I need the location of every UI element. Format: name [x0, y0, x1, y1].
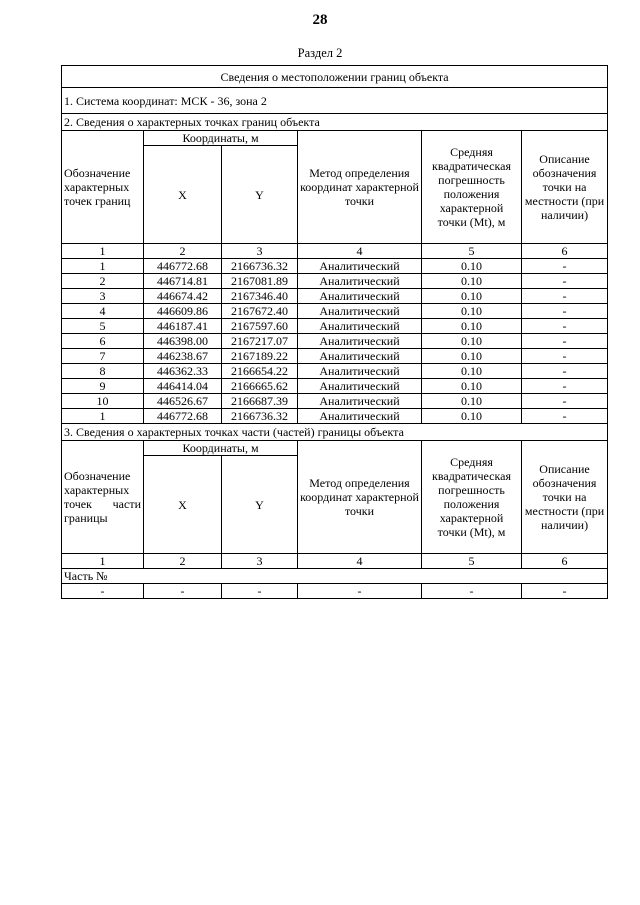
table-cell: 2166654.22 [222, 364, 298, 379]
table-cell: 10 [62, 394, 144, 409]
table-cell: 2166736.32 [222, 259, 298, 274]
table-cell: 446772.68 [144, 409, 222, 424]
table-cell: 0.10 [422, 409, 522, 424]
table-cell: 2167672.40 [222, 304, 298, 319]
section3-title: 3. Сведения о характерных точках части (частей) границы объекта [62, 424, 608, 441]
table-cell: 1 [62, 409, 144, 424]
table-cell: 0.10 [422, 394, 522, 409]
s2-header-y: Y [222, 146, 298, 244]
table-cell: 0.10 [422, 259, 522, 274]
table-cell: Аналитический [298, 304, 422, 319]
table-row [62, 274, 608, 289]
table-row [62, 379, 608, 394]
table-cell: 9 [62, 379, 144, 394]
boundary-table [61, 65, 608, 599]
table-cell: 0.10 [422, 319, 522, 334]
table-cell: 446398.00 [144, 334, 222, 349]
s2-header-description: Описание обозначения точки на местности (при наличии) [522, 131, 608, 244]
table-cell: 0.10 [422, 364, 522, 379]
s2-header-x: X [144, 146, 222, 244]
table-row [62, 349, 608, 364]
col-number: 1 [62, 244, 144, 259]
table-cell: Аналитический [298, 289, 422, 304]
table-cell: - [522, 409, 608, 424]
table-cell: - [144, 584, 222, 599]
table-cell: 446714.81 [144, 274, 222, 289]
coord-system: 1. Система координат: МСК - 36, зона 2 [62, 88, 608, 114]
s2-col-numbers [62, 244, 608, 259]
table-cell: 0.10 [422, 379, 522, 394]
table-cell: - [522, 584, 608, 599]
table-cell: 2167189.22 [222, 349, 298, 364]
table-cell: 446674.42 [144, 289, 222, 304]
col-number: 2 [144, 554, 222, 569]
s3-header-description: Описание обозначения точки на местности (при наличии) [522, 441, 608, 554]
table-row [62, 304, 608, 319]
col-number: 6 [522, 554, 608, 569]
col-number: 4 [298, 554, 422, 569]
s3-col-numbers [62, 554, 608, 569]
col-number: 4 [298, 244, 422, 259]
s3-header-x: X [144, 456, 222, 554]
table-row [62, 289, 608, 304]
col-number: 1 [62, 554, 144, 569]
table-cell: - [522, 319, 608, 334]
s2-rows [62, 259, 608, 424]
table-row [62, 584, 608, 599]
table-cell: Аналитический [298, 259, 422, 274]
table-cell: - [422, 584, 522, 599]
table-cell: 0.10 [422, 274, 522, 289]
table-cell: 0.10 [422, 349, 522, 364]
table-cell: - [522, 394, 608, 409]
s2-header-designation: Обозначение характерных точек границ [62, 131, 144, 244]
section-label: Раздел 2 [297, 46, 343, 60]
page-number: 28 [312, 12, 328, 28]
table-row [62, 394, 608, 409]
table-cell: 446187.41 [144, 319, 222, 334]
table-cell: - [62, 584, 144, 599]
table-cell: 2 [62, 274, 144, 289]
col-number: 5 [422, 244, 522, 259]
table-cell: 2167217.07 [222, 334, 298, 349]
table-cell: 2167597.60 [222, 319, 298, 334]
table-cell: Аналитический [298, 379, 422, 394]
table-cell: - [522, 304, 608, 319]
s3-header-y: Y [222, 456, 298, 554]
table-cell: Аналитический [298, 409, 422, 424]
col-number: 3 [222, 244, 298, 259]
col-number: 2 [144, 244, 222, 259]
table-cell: 0.10 [422, 289, 522, 304]
table-cell: 3 [62, 289, 144, 304]
table-cell: Аналитический [298, 349, 422, 364]
col-number: 6 [522, 244, 608, 259]
table-cell: 2166665.62 [222, 379, 298, 394]
table-row [62, 409, 608, 424]
table-cell: Аналитический [298, 274, 422, 289]
table-cell: - [298, 584, 422, 599]
table-cell: 2167346.40 [222, 289, 298, 304]
table-row [62, 334, 608, 349]
table-cell: - [522, 289, 608, 304]
s3-header-method: Метод определения координат характерной точки [298, 441, 422, 554]
table-cell: 6 [62, 334, 144, 349]
table-cell: - [522, 364, 608, 379]
s2-header-coords: Координаты, м [144, 131, 298, 146]
table-cell: 5 [62, 319, 144, 334]
table-cell: - [522, 379, 608, 394]
table-cell: Аналитический [298, 319, 422, 334]
table-cell: 0.10 [422, 304, 522, 319]
table-cell: 446772.68 [144, 259, 222, 274]
table-cell: Аналитический [298, 394, 422, 409]
s2-header-error: Средняя квадратическая погрешность положения характерной точки (Mt), м [422, 131, 522, 244]
col-number: 5 [422, 554, 522, 569]
section2-title: 2. Сведения о характерных точках границ объекта [62, 114, 608, 131]
table-cell: Аналитический [298, 364, 422, 379]
table-cell: 1 [62, 259, 144, 274]
s3-rows [62, 584, 608, 599]
table-cell: 0.10 [422, 334, 522, 349]
s3-header-coords: Координаты, м [144, 441, 298, 456]
table-cell: 446609.86 [144, 304, 222, 319]
table-cell: - [222, 584, 298, 599]
s3-header-designation: Обозначение характерных точек части границы [62, 441, 144, 554]
table-cell: Аналитический [298, 334, 422, 349]
table-cell: - [522, 349, 608, 364]
table-row [62, 319, 608, 334]
table-cell: 2166687.39 [222, 394, 298, 409]
table-cell: 2167081.89 [222, 274, 298, 289]
table-cell: 446526.67 [144, 394, 222, 409]
table-cell: 446238.67 [144, 349, 222, 364]
table-cell: - [522, 274, 608, 289]
s3-header-error: Средняя квадратическая погрешность положения характерной точки (Mt), м [422, 441, 522, 554]
table-cell: 446414.04 [144, 379, 222, 394]
col-number: 3 [222, 554, 298, 569]
table-cell: - [522, 259, 608, 274]
table-cell: 7 [62, 349, 144, 364]
part-label: Часть № [62, 569, 608, 584]
table-row [62, 364, 608, 379]
table-cell: 4 [62, 304, 144, 319]
table-cell: 446362.33 [144, 364, 222, 379]
s2-header-method: Метод определения координат характерной точки [298, 131, 422, 244]
table-title: Сведения о местоположении границ объекта [62, 66, 608, 88]
table-row [62, 259, 608, 274]
table-cell: - [522, 334, 608, 349]
table-cell: 8 [62, 364, 144, 379]
table-cell: 2166736.32 [222, 409, 298, 424]
